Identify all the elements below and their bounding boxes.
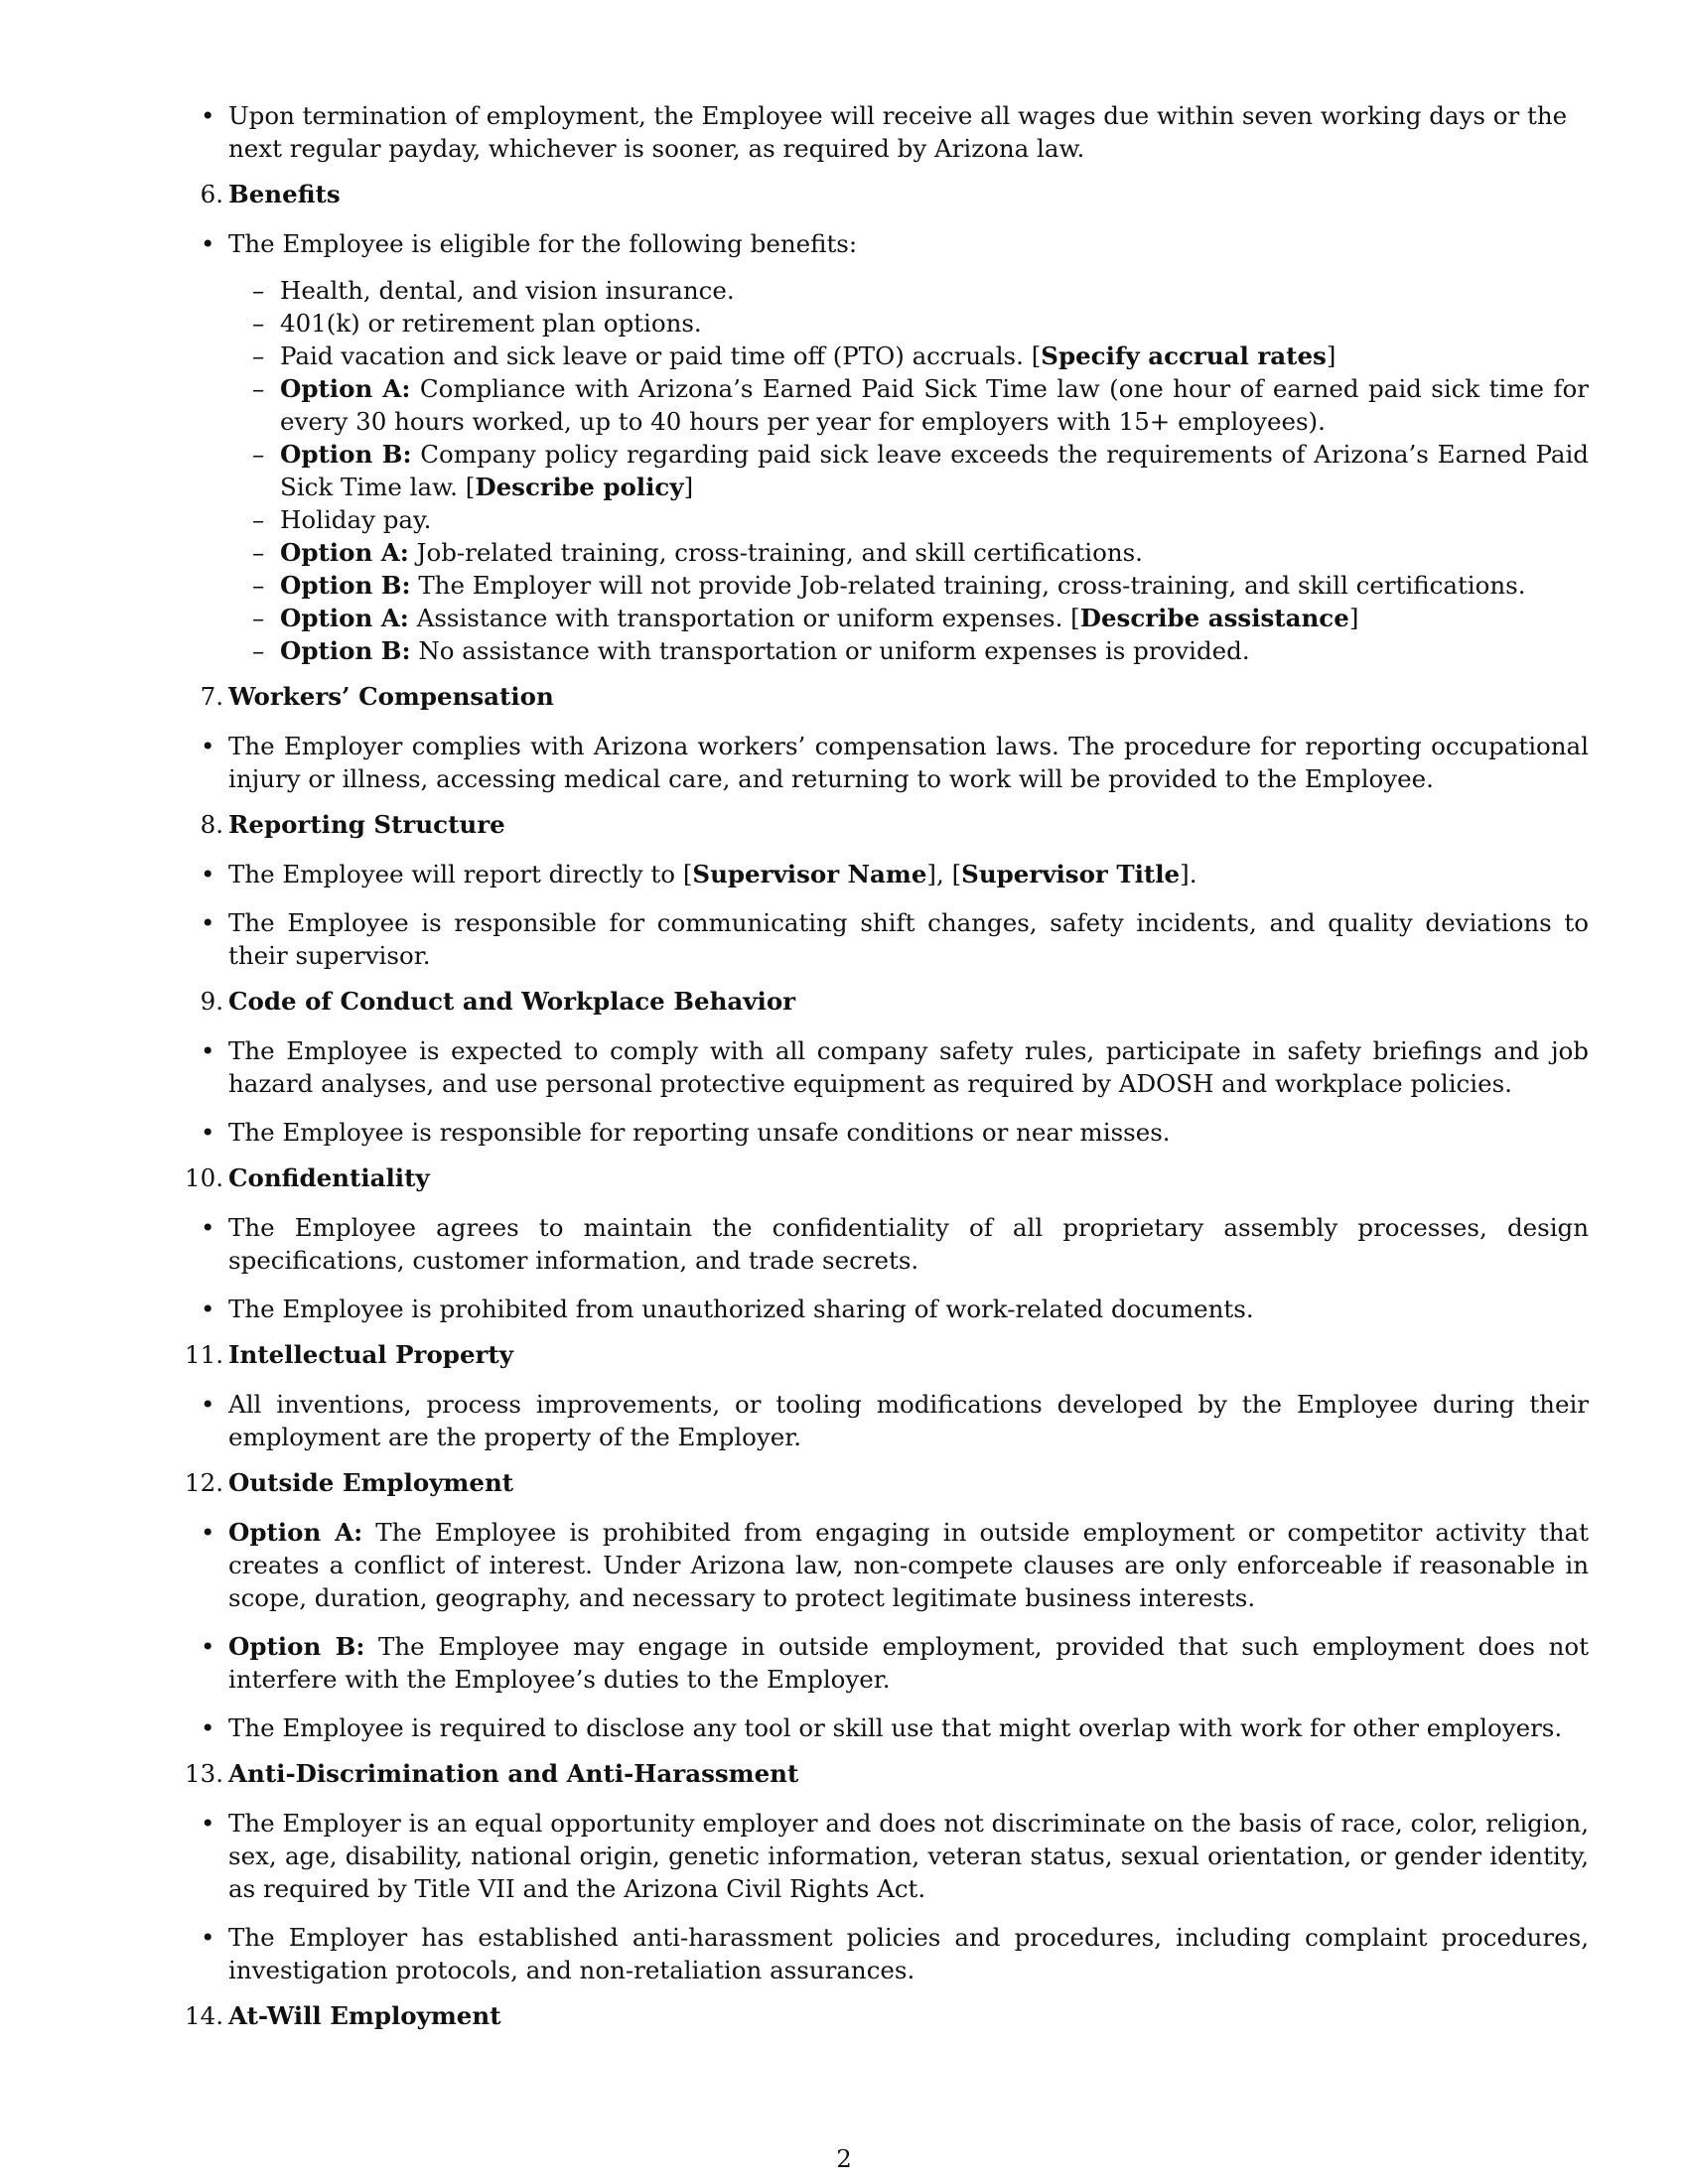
item-text: The Employee may engage in outside employment, provided that such employment does not interfere with the Employee’s duties to the Employer.	[228, 1632, 1589, 1694]
item-text: No assistance with transportation or uniform expenses is provided.	[410, 636, 1250, 665]
option-label: Option B:	[280, 571, 411, 600]
sub-list-item: – Paid vacation and sick leave or paid time off (PTO) accruals. [Specify accrual rates]	[252, 341, 1336, 370]
item-text: The Employee is eligible for the following benefits:	[228, 229, 858, 258]
option-label: Option A:	[280, 374, 411, 403]
section-heading	[185, 1161, 1589, 1194]
sub-list-item	[252, 536, 1589, 569]
bullet-marker: •	[201, 860, 215, 888]
item-text: Paid vacation and sick leave or paid time off (PTO) accruals.	[280, 341, 1032, 370]
item-text: Compliance with Arizona’s Earned Paid Sick Time law (one hour of earned paid sick time for every 30 hours worked, up to 40 hours per year for employers with 15+ employees).	[280, 374, 1589, 436]
item-text: ,	[935, 860, 952, 888]
placeholder-field: Specify accrual rates	[1041, 341, 1327, 370]
section-title: Workers’ Compensation	[228, 682, 554, 711]
section-heading	[200, 178, 1589, 210]
placeholder-field: Describe policy	[475, 473, 684, 501]
option-label: Option A:	[228, 1518, 363, 1547]
section-title: Anti-Discrimination and Anti-Harassment	[228, 1759, 799, 1788]
section	[185, 1161, 1589, 1325]
sub-list-item	[252, 503, 1589, 536]
section	[200, 985, 1589, 1149]
item-text: The Employee will report directly to	[228, 860, 683, 888]
item-text: Assistance with transportation or uniform expenses.	[408, 604, 1071, 632]
bullet-marker: •	[201, 1809, 215, 1838]
section	[200, 808, 1589, 972]
dash-marker: –	[252, 604, 265, 632]
section-heading	[200, 985, 1589, 1018]
item-text: Company policy regarding paid sick leave exceeds the requirements of Arizona’s Earned Paid Sick Time law.	[280, 440, 1589, 501]
list-item	[201, 1630, 1589, 1696]
bullet-marker: •	[201, 1632, 215, 1661]
item-text: The Employee is required to disclose any tool or skill use that might overlap with work for other employers.	[228, 1713, 1563, 1742]
placeholder-field: Supervisor Name	[692, 860, 927, 888]
page-number: 2	[836, 2144, 852, 2173]
dash-marker: –	[252, 538, 265, 567]
dash-marker: –	[252, 374, 265, 403]
bullet-list	[201, 1034, 1589, 1149]
list-item	[201, 1116, 1589, 1149]
section-heading	[185, 1999, 1589, 2032]
dash-marker: –	[252, 341, 265, 370]
item-text: The Employee is expected to comply with all company safety rules, participate in safety briefings and job hazard analyses, and use personal protective equipment as required by ADOSH and workplace policies.	[228, 1036, 1589, 1098]
placeholder-field: Supervisor Title	[961, 860, 1181, 888]
section	[200, 178, 1589, 667]
bullet-marker: •	[201, 1713, 215, 1742]
item-text: Health, dental, and vision insurance.	[280, 276, 735, 305]
bullet-list	[201, 1211, 1589, 1325]
item-text: The Employee agrees to maintain the confidentiality of all proprietary assembly processes, design specifications, customer information, and trade secrets.	[228, 1213, 1589, 1275]
sub-list-item: – Option A: Assistance with transportation or uniform expenses. [Describe assistance]	[252, 604, 1359, 632]
section-number: 7.	[200, 682, 223, 711]
bullet-marker: •	[201, 1213, 215, 1242]
list-item	[201, 1807, 1589, 1905]
option-label: Option A:	[280, 538, 409, 567]
list-item	[201, 1711, 1589, 1744]
dash-marker: –	[252, 276, 265, 305]
bullet-marker: •	[201, 908, 215, 937]
list-item	[201, 1516, 1589, 1614]
list-item	[201, 1388, 1589, 1453]
bullet-list	[201, 730, 1589, 795]
item-text: The Employee is prohibited from engaging in outside employment or competitor activity that creates a conflict of interest. Under Arizona law, non-compete clauses are only enforceable if reasonable in scope, duration, geography, and necessary to protect legitimate business interests.	[228, 1518, 1589, 1612]
section-heading	[185, 1466, 1589, 1499]
sub-list-item	[252, 274, 1589, 307]
list-item	[201, 227, 1589, 667]
section-title: Reporting Structure	[228, 810, 505, 839]
section	[200, 680, 1589, 795]
list-item	[201, 1921, 1589, 1986]
sub-list-item: – Option B: Company policy regarding paid sick leave exceeds the requirements of Arizona’s Earned Paid Sick Time law. [Describe policy]	[252, 440, 1589, 501]
section	[185, 1466, 1589, 1744]
option-label: Option B:	[280, 636, 411, 665]
item-text: The Employee is responsible for communicating shift changes, safety incidents, and quality deviations to their supervisor.	[228, 908, 1589, 970]
section-title: Outside Employment	[228, 1468, 514, 1497]
item-text: .	[1189, 860, 1197, 888]
bullet-list	[201, 1516, 1589, 1744]
sub-list-item	[252, 372, 1589, 438]
sub-list-item	[252, 634, 1589, 667]
option-label: Option A:	[280, 604, 409, 632]
item-text: The Employer has established anti-harassment policies and procedures, including complaint procedures, investigation protocols, and non-retaliation assurances.	[228, 1923, 1589, 1984]
dash-marker: –	[252, 309, 265, 338]
item-text: Job-related training, cross-training, and skill certifications.	[408, 538, 1143, 567]
option-label: Option B:	[228, 1632, 365, 1661]
dash-marker: –	[252, 571, 265, 600]
bullet-marker: •	[201, 229, 215, 258]
section-number: 8.	[200, 810, 223, 839]
section-heading	[185, 1757, 1589, 1790]
item-text: The Employer complies with Arizona workers’ compensation laws. The procedure for reporting occupational injury or illness, accessing medical care, and returning to work will be provided to the Employee.	[228, 732, 1589, 793]
item-text: All inventions, process improvements, or tooling modifications developed by the Employee during their employment are the property of the Employer.	[228, 1390, 1589, 1451]
section-number: 14.	[185, 2001, 223, 2030]
section-number: 9.	[200, 987, 223, 1016]
item-text: The Employer will not provide Job-related training, cross-training, and skill certifications.	[410, 571, 1526, 600]
item-text: The Employee is prohibited from unauthorized sharing of work-related documents.	[228, 1295, 1254, 1323]
bullet-list	[201, 1807, 1589, 1986]
bullet-marker: •	[201, 1390, 215, 1419]
bullet-list	[201, 858, 1589, 972]
item-text: Holiday pay.	[280, 505, 432, 534]
section-number: 12.	[185, 1468, 223, 1497]
placeholder-field: Describe assistance	[1079, 604, 1349, 632]
dash-marker: –	[252, 440, 265, 469]
section-number: 11.	[185, 1340, 223, 1369]
sub-list	[252, 274, 1589, 667]
section-number: 10.	[185, 1163, 223, 1192]
list-item	[201, 1034, 1589, 1100]
bullet-marker: •	[201, 732, 215, 760]
list-item	[201, 906, 1589, 972]
bullet-marker: •	[201, 101, 215, 130]
section-title: Benefits	[228, 180, 341, 208]
section-number: 13.	[185, 1759, 223, 1788]
section-heading	[185, 1338, 1589, 1371]
sections-list	[185, 178, 1589, 2032]
bullet-marker: •	[201, 1036, 215, 1065]
item-text: The Employer is an equal opportunity employer and does not discriminate on the basis of race, color, religion, sex, age, disability, national origin, genetic information, veteran status, sexual orientation, or gender identity, as required by Title VII and the Arizona Civil Rights Act.	[228, 1809, 1589, 1903]
section-number: 6.	[200, 180, 223, 208]
option-label: Option B:	[280, 440, 412, 469]
list-item: • The Employee will report directly to [Supervisor Name], [Supervisor Title].	[201, 860, 1197, 888]
sub-list-item	[252, 569, 1589, 602]
dash-marker: –	[252, 505, 265, 534]
section	[185, 1999, 1589, 2032]
section-heading	[200, 808, 1589, 841]
document-body	[185, 99, 1589, 2032]
list-item	[201, 1293, 1589, 1325]
section	[185, 1338, 1589, 1453]
bullet-marker: •	[201, 1518, 215, 1547]
bullet-marker: •	[201, 1923, 215, 1952]
section	[185, 1757, 1589, 1986]
bullet-marker: •	[201, 1118, 215, 1147]
section-title: Confidentiality	[228, 1163, 430, 1192]
section-title: Intellectual Property	[228, 1340, 513, 1369]
section-title: Code of Conduct and Workplace Behavior	[228, 987, 796, 1016]
sub-list-item	[252, 307, 1589, 340]
item-text: The Employee is responsible for reporting unsafe conditions or near misses.	[228, 1118, 1171, 1147]
section-title: At-Will Employment	[228, 2001, 501, 2030]
intro-bullet	[201, 99, 1589, 165]
bullet-list	[201, 227, 1589, 667]
list-item	[201, 1211, 1589, 1277]
list-item	[201, 730, 1589, 795]
dash-marker: –	[252, 636, 265, 665]
item-text: 401(k) or retirement plan options.	[280, 309, 702, 338]
bullet-marker: •	[201, 1295, 215, 1323]
bullet-list	[201, 1388, 1589, 1453]
intro-bullet-text: Upon termination of employment, the Employee will receive all wages due within seven working days or the next regular payday, whichever is sooner, as required by Arizona law.	[228, 101, 1568, 163]
section-heading	[200, 680, 1589, 713]
